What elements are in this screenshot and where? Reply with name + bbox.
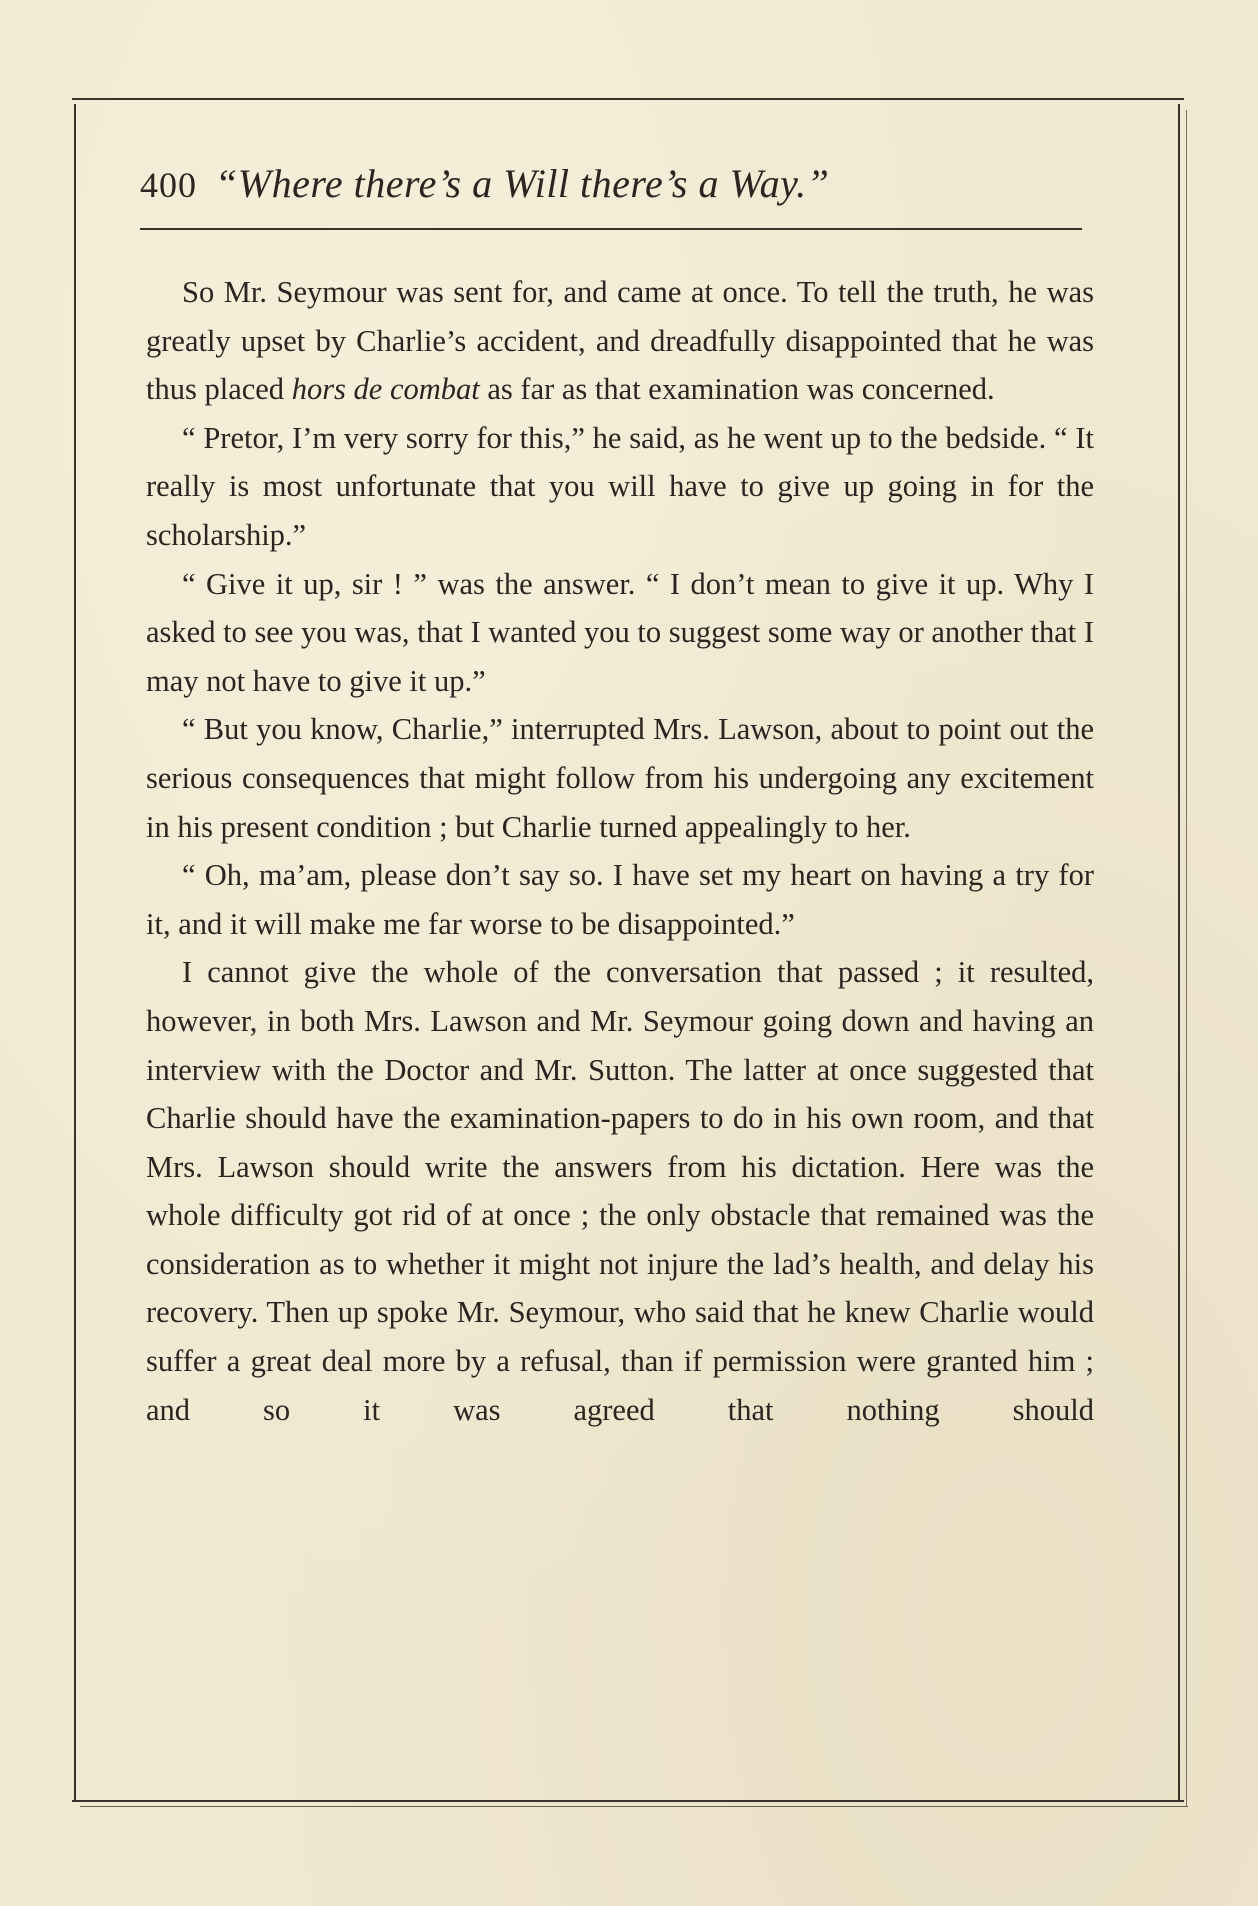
frame-bottom-rule [72, 1800, 1184, 1802]
header-rule [140, 228, 1082, 230]
frame-bottom-shadow-rule [80, 1806, 1188, 1807]
paragraph-2: “ Pretor, I’m very sorry for this,” he said, as he went up to the bedside. “ It really is most unfortunate that you will have to give up going in for the scholarship.” [146, 420, 1094, 552]
running-title: “Where there’s a Will there’s a Way.” [215, 161, 830, 206]
paragraph-1 [146, 268, 1094, 414]
frame-top-rule [72, 98, 1184, 100]
paragraph-5: “ Oh, ma’am, please don’t say so. I have set my heart on having a try for it, and it will make me far worse to be disappointed.” [146, 858, 1094, 941]
body-text [146, 268, 1094, 1434]
paragraph-1-text-a: So Mr. Seymour was sent for, and came at once. To tell the truth, he was greatly upset by Charlie’s accident, and dreadfully disappointed that he was thus placed [146, 275, 1094, 407]
paragraph-6: I cannot give the whole of the conversation that passed ; it resulted, however, in both Mrs. Lawson and Mr. Seymour going down and having an interview with the Doctor and Mr. Sutton. The latter at once suggested that Charlie should have the examination-papers to do in his own room, and that Mrs. Lawson should write the answers from his dictation. Here was the whole difficulty got rid of at once ; the only obstacle that remained was the consideration as to whether it might not injure the lad’s health, and delay his recovery. Then up spoke Mr. Seymour, who said that he knew Charlie would suffer a great deal more by a refusal, than if permission were granted him ; and so it was agreed that nothing should [146, 955, 1094, 1427]
paragraph-3: “ Give it up, sir ! ” was the answer. “ I don’t mean to give it up. Why I asked to see you was, that I wanted you to suggest some way or another that I may not have to give it up.” [146, 566, 1094, 698]
frame-right-rule [1178, 104, 1180, 1800]
paragraph-1-italic: hors de combat [291, 372, 480, 407]
frame-left-rule [74, 104, 76, 1800]
frame-right-shadow-rule [1186, 110, 1187, 1806]
page-header [140, 160, 829, 220]
page-number: 400 [140, 165, 197, 205]
paragraph-1-text-b: as far as that examination was concerned. [479, 372, 995, 407]
paragraph-4: “ But you know, Charlie,” interrupted Mrs. Lawson, about to point out the serious consequences that might follow from his undergoing any excitement in his present condition ; but Charlie turned appealingly to her. [146, 712, 1094, 844]
